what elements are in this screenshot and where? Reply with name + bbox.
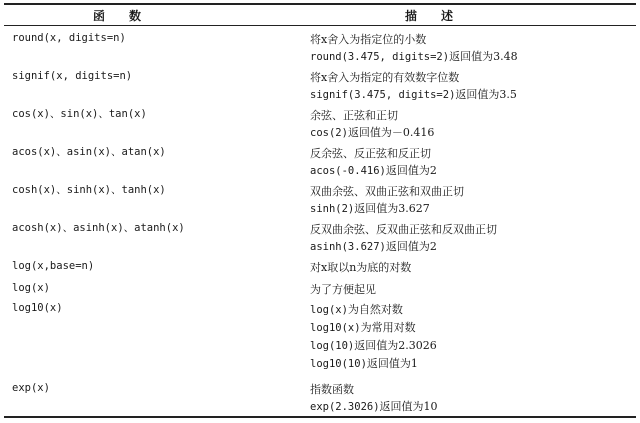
code-fragment: exp(2.3026) bbox=[310, 401, 380, 413]
code-fragment: log10(10) bbox=[310, 358, 367, 370]
code-fragment: cos(2) bbox=[310, 127, 348, 139]
description-text: 返回值为2 bbox=[385, 240, 437, 253]
function-description bbox=[310, 259, 636, 276]
description-text: 返回值为2.3026 bbox=[354, 339, 437, 352]
function-description bbox=[310, 31, 636, 66]
function-description bbox=[310, 221, 636, 256]
description-line bbox=[310, 124, 636, 142]
function-signature: acos(x)、asin(x)、atan(x) bbox=[12, 146, 166, 158]
description-text: 返回值为1 bbox=[366, 357, 418, 370]
function-description bbox=[310, 69, 636, 104]
description-line bbox=[310, 86, 636, 104]
description-line bbox=[310, 281, 636, 298]
function-signature: signif(x, digits=n) bbox=[12, 70, 133, 82]
code-fragment: asinh(3.627) bbox=[310, 241, 386, 253]
function-description bbox=[310, 281, 636, 298]
code-fragment: round(3.475, digits=2) bbox=[310, 51, 450, 63]
description-line bbox=[310, 162, 636, 180]
code-fragment: acos(-0.416) bbox=[310, 165, 386, 177]
description-text: 余弦、正弦和正切 bbox=[310, 109, 398, 122]
description-text: 返回值为3.48 bbox=[449, 50, 518, 63]
description-line bbox=[310, 381, 636, 398]
table-top-rule bbox=[4, 3, 636, 5]
description-line bbox=[310, 48, 636, 66]
description-line bbox=[310, 238, 636, 256]
description-line bbox=[310, 200, 636, 218]
description-text: 返回值为3.5 bbox=[455, 88, 517, 101]
function-description bbox=[310, 183, 636, 218]
description-line bbox=[310, 221, 636, 238]
description-text: 返回值为10 bbox=[379, 400, 438, 413]
function-description bbox=[310, 107, 636, 142]
header-rule bbox=[4, 25, 636, 26]
description-line bbox=[310, 183, 636, 200]
function-description bbox=[310, 301, 636, 373]
header-description: 描 述 bbox=[405, 9, 454, 23]
function-signature: cos(x)、sin(x)、tan(x) bbox=[12, 108, 147, 120]
description-text: 为常用对数 bbox=[360, 321, 416, 334]
code-fragment: log(x) bbox=[310, 304, 348, 316]
function-signature: round(x, digits=n) bbox=[12, 32, 126, 44]
code-fragment: sinh(2) bbox=[310, 203, 355, 215]
description-text: 反双曲余弦、反双曲正弦和反双曲正切 bbox=[310, 223, 497, 236]
function-signature: cosh(x)、sinh(x)、tanh(x) bbox=[12, 184, 166, 196]
function-description bbox=[310, 145, 636, 180]
header-functions: 函 数 bbox=[93, 9, 142, 23]
description-text: 为自然对数 bbox=[347, 303, 403, 316]
description-text: 指数函数 bbox=[310, 383, 354, 396]
description-line bbox=[310, 301, 636, 319]
description-text: 将x舍入为指定的有效数字位数 bbox=[310, 71, 460, 84]
description-text: 为了方便起见 bbox=[310, 283, 376, 296]
description-text: 双曲余弦、双曲正弦和双曲正切 bbox=[310, 185, 464, 198]
description-line bbox=[310, 145, 636, 162]
function-signature: log(x,base=n) bbox=[12, 260, 95, 272]
description-text: 返回值为－0.416 bbox=[347, 126, 435, 139]
code-fragment: signif(3.475, digits=2) bbox=[310, 89, 456, 101]
description-text: 将x舍入为指定位的小数 bbox=[310, 33, 427, 46]
description-text: 返回值为2 bbox=[385, 164, 437, 177]
function-signature: log10(x) bbox=[12, 302, 63, 314]
description-text: 对x取以n为底的对数 bbox=[310, 261, 412, 274]
description-line bbox=[310, 398, 636, 416]
description-line bbox=[310, 355, 636, 373]
function-signature: log(x) bbox=[12, 282, 50, 294]
description-line bbox=[310, 31, 636, 48]
description-line bbox=[310, 319, 636, 337]
code-fragment: log(10) bbox=[310, 340, 355, 352]
function-description bbox=[310, 381, 636, 416]
code-fragment: log10(x) bbox=[310, 322, 361, 334]
description-text: 反余弦、反正弦和反正切 bbox=[310, 147, 431, 160]
description-line bbox=[310, 337, 636, 355]
description-line bbox=[310, 259, 636, 276]
function-signature: acosh(x)、asinh(x)、atanh(x) bbox=[12, 222, 185, 234]
function-signature: exp(x) bbox=[12, 382, 50, 394]
table-bottom-rule bbox=[4, 416, 636, 418]
description-line bbox=[310, 69, 636, 86]
description-line bbox=[310, 107, 636, 124]
description-text: 返回值为3.627 bbox=[354, 202, 430, 215]
